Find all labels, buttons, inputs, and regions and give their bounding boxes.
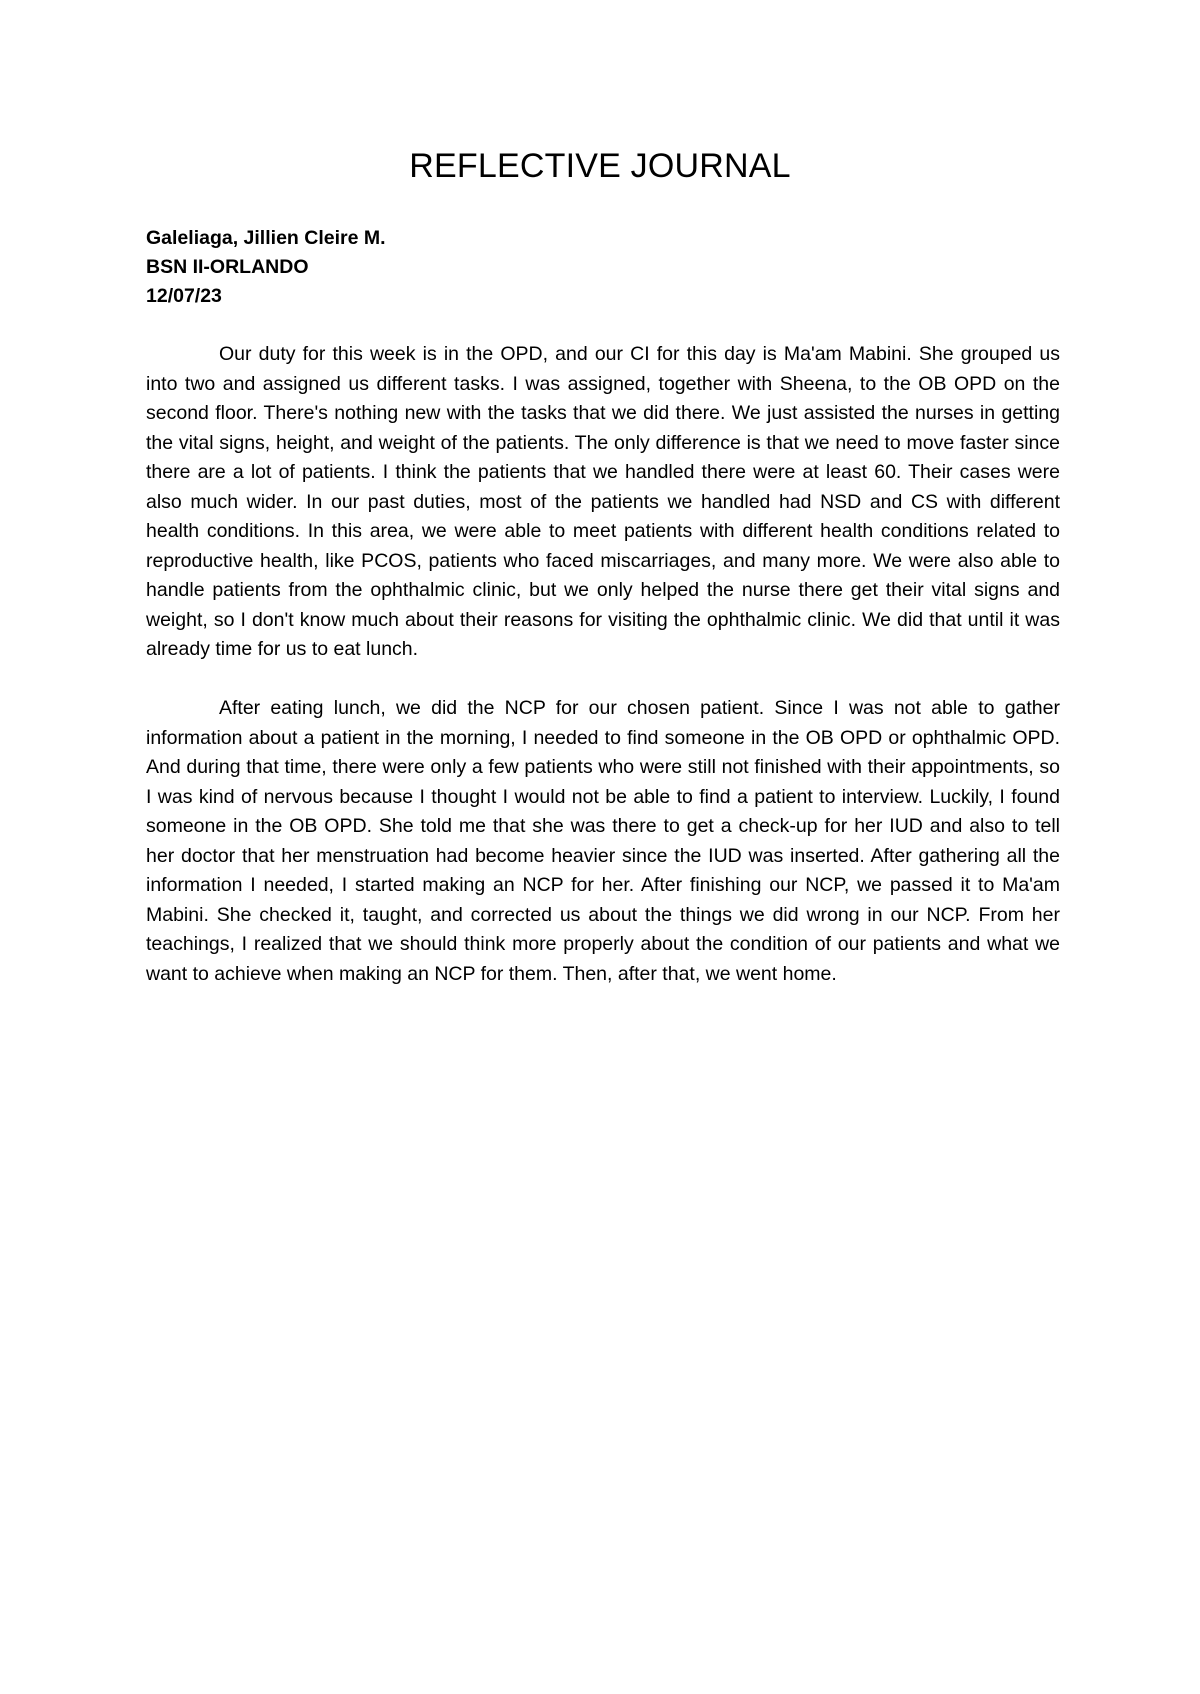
author-block [146, 224, 746, 311]
journal-paragraph-2: After eating lunch, we did the NCP for our chosen patient. Since I was not able to gather information about a patient in the morning, I needed to find someone in the OB OPD or ophthalmic OPD. And during that time, there were only a few patients who were still not finished with their appointments, so I was kind of nervous because I thought I would not be able to find a patient to interview. Luckily, I found someone in the OB OPD. She told me that she was there to get a check-up for her IUD and also to tell her doctor that her menstruation had become heavier since the IUD was inserted. After gathering all the information I needed, I started making an NCP for her. After finishing our NCP, we passed it to Ma'am Mabini. She checked it, taught, and corrected us about the things we did wrong in our NCP. From her teachings, I realized that we should think more properly about the condition of our patients and what we want to achieve when making an NCP for them. Then, after that, we went home. [146, 697, 1060, 985]
document-title: REFLECTIVE JOURNAL [409, 147, 791, 185]
author-section: BSN II-ORLANDO [146, 256, 309, 278]
author-name: Galeliaga, Jillien Cleire M. [146, 227, 386, 249]
journal-date: 12/07/23 [146, 285, 222, 307]
journal-body [146, 340, 1060, 1019]
journal-paragraph-1: Our duty for this week is in the OPD, and our CI for this day is Ma'am Mabini. She grouped us into two and assigned us different tasks. I was assigned, together with Sheena, to the OB OPD on the second floor. There's nothing new with the tasks that we did there. We just assisted the nurses in getting the vital signs, height, and weight of the patients. The only difference is that we need to move faster since there are a lot of patients. I think the patients that we handled there were at least 60. Their cases were also much wider. In our past duties, most of the patients we handled had NSD and CS with different health conditions. In this area, we were able to meet patients with different health conditions related to reproductive health, like PCOS, patients who faced miscarriages, and many more. We were also able to handle patients from the ophthalmic clinic, but we only helped the nurse there get their vital signs and weight, so I don't know much about their reasons for visiting the ophthalmic clinic. We did that until it was already time for us to eat lunch. [146, 343, 1060, 660]
